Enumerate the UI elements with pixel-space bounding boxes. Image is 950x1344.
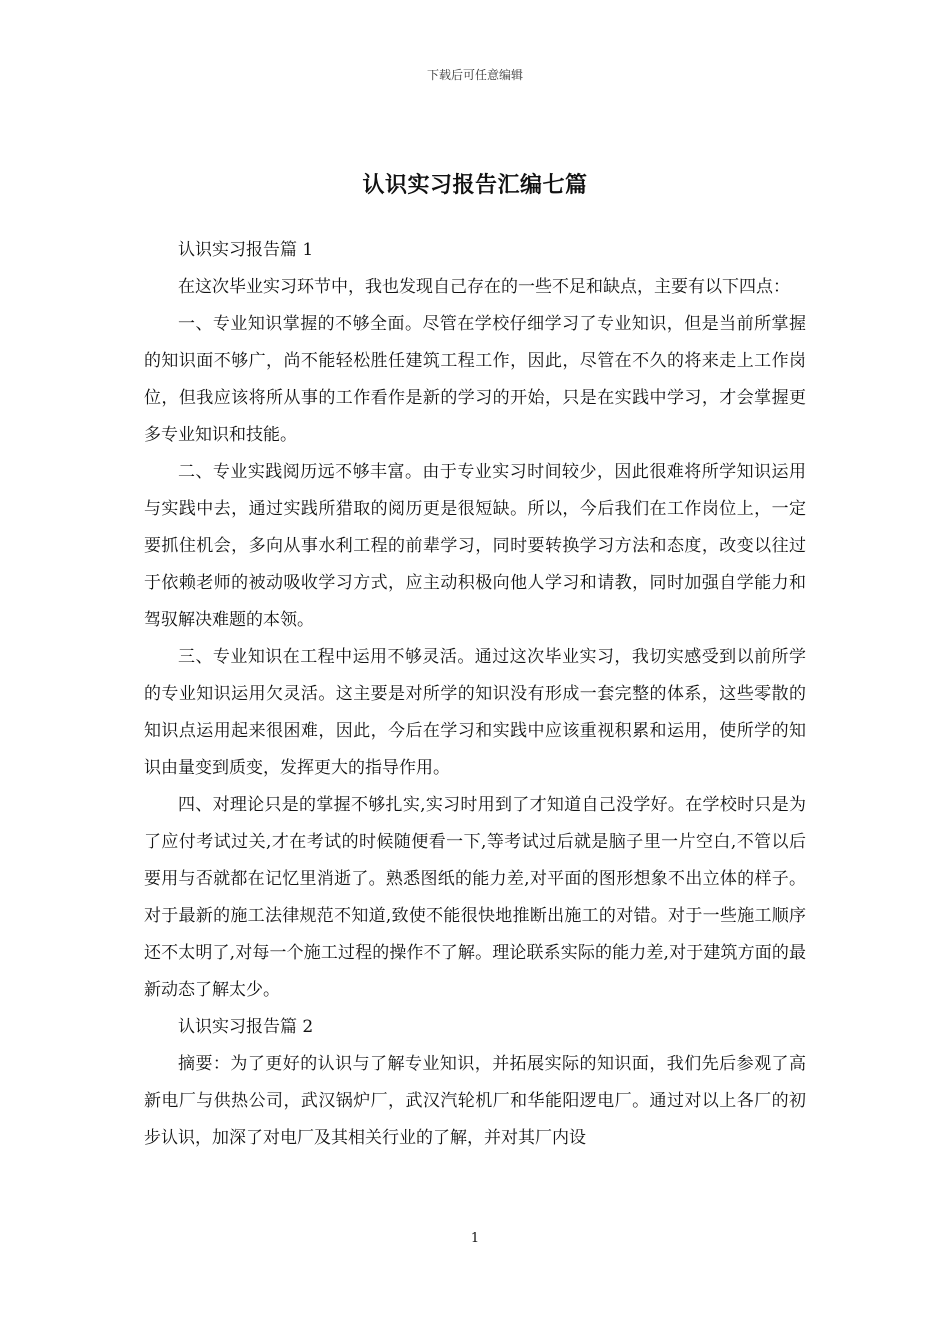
body-paragraph: 二、专业实践阅历远不够丰富。由于专业实习时间较少，因此很难将所学知识运用与实践中去，通过实践所猎取的阅历更是很短缺。所以，今后我们在工作岗位上，一定要抓住机会，多向从事水利工程的前辈学习，同时要转换学习方法和态度，改变以往过于依赖老师的被动吸收学习方式，应主动积极向他人学习和请教，同时加强自学能力和驾驭解决难题的本领。 [144, 462, 806, 630]
document-title: 认识实习报告汇编七篇 [362, 171, 588, 198]
body-paragraph: 在这次毕业实习环节中，我也发现自己存在的一些不足和缺点，主要有以下四点： [178, 277, 790, 297]
page-header: 下载后可任意编辑 [426, 68, 523, 82]
body-paragraph: 摘要：为了更好的认识与了解专业知识，并拓展实际的知识面，我们先后参观了高新电厂与供热公司，武汉锅炉厂，武汉汽轮机厂和华能阳逻电厂。通过对以上各厂的初步认识，加深了对电厂及其相关行业的了解，并对其厂内设 [144, 1054, 806, 1148]
section-heading: 认识实习报告篇 1 [178, 240, 314, 260]
body-paragraph: 一、专业知识掌握的不够全面。尽管在学校仔细学习了专业知识，但是当前所掌握的知识面不够广，尚不能轻松胜任建筑工程工作，因此，尽管在不久的将来走上工作岗位，但我应该将所从事的工作看作是新的学习的开始，只是在实践中学习，才会掌握更多专业知识和技能。 [144, 314, 806, 445]
page-number: 1 [470, 1231, 480, 1246]
body-paragraph: 三、专业知识在工程中运用不够灵活。通过这次毕业实习，我切实感受到以前所学的专业知识运用欠灵活。这主要是对所学的知识没有形成一套完整的体系，这些零散的知识点运用起来很困难，因此，今后在学习和实践中应该重视积累和运用，使所学的知识由量变到质变，发挥更大的指导作用。 [144, 647, 806, 778]
document-body [144, 232, 806, 1157]
section-heading: 认识实习报告篇 2 [178, 1017, 314, 1037]
body-paragraph: 四、对理论只是的掌握不够扎实,实习时用到了才知道自己没学好。在学校时只是为了应付考试过关,才在考试的时候随便看一下,等考试过后就是脑子里一片空白,不管以后要用与否就都在记忆里消逝了。熟悉图纸的能力差,对平面的图形想象不出立体的样子。对于最新的施工法律规范不知道,致使不能很快地推断出施工的对错。对于一些施工顺序还不太明了,对每一个施工过程的操作不了解。理论联系实际的能力差,对于建筑方面的最新动态了解太少。 [144, 795, 806, 1000]
